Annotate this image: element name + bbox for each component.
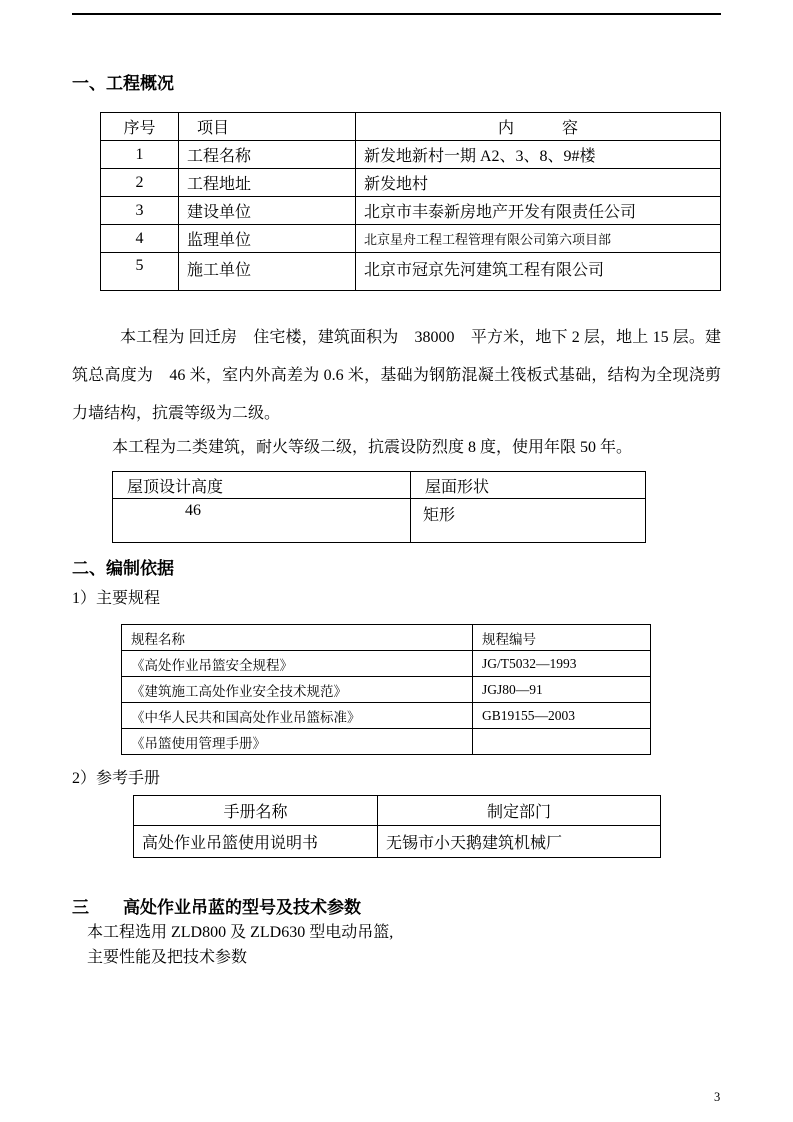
section2-heading: 二、编制依据 [72, 559, 174, 578]
table-row [101, 197, 721, 225]
col-header-manual-name: 手册名称 [134, 796, 378, 826]
table-row [113, 499, 646, 543]
cell-item: 建设单位 [179, 197, 356, 225]
cell-content: 新发地村 [356, 169, 721, 197]
cell-item: 施工单位 [179, 253, 356, 291]
cell-no: 3 [101, 197, 179, 225]
subsection1-label: 1）主要规程 [72, 590, 161, 607]
col-header-manual-dept: 制定部门 [378, 796, 661, 826]
manual-table [133, 795, 661, 858]
page-content [72, 0, 721, 970]
cell-reg-name: 《吊篮使用管理手册》 [122, 729, 473, 755]
page-number: 3 [714, 1090, 721, 1104]
cell-no: 4 [101, 225, 179, 253]
cell-reg-code: GB19155—2003 [473, 703, 651, 729]
cell-reg-name: 《建筑施工高处作业安全技术规范》 [122, 677, 473, 703]
cell-item: 工程名称 [179, 141, 356, 169]
project-info-table [100, 112, 721, 291]
cell-content: 北京市丰泰新房地产开发有限责任公司 [356, 197, 721, 225]
col-header-no: 序号 [101, 113, 179, 141]
table-header-row [134, 796, 661, 826]
table-header-row [113, 472, 646, 499]
subsection2-label: 2）参考手册 [72, 770, 161, 787]
table-row [134, 826, 661, 858]
col-header-item: 项目 [179, 113, 356, 141]
cell-content: 北京星舟工程工程管理有限公司第六项目部 [356, 225, 721, 253]
cell-roof-height: 46 [113, 499, 411, 543]
cell-reg-code: JGJ80—91 [473, 677, 651, 703]
cell-content: 北京市冠京先河建筑工程有限公司 [356, 253, 721, 291]
section3-heading [72, 896, 721, 920]
basket-params-line: 主要性能及把技术参数 [87, 949, 248, 966]
table-row [122, 651, 651, 677]
table-header-row [101, 113, 721, 141]
section3-heading-number: 三 [72, 898, 89, 917]
basket-model-line: 本工程选用 ZLD800 及 ZLD630 型电动吊篮, [87, 924, 394, 941]
project-description-paragraph: 本工程为 回迁房 住宅楼，建筑面积为 38000 平方米，地下 2 层，地上 15 层。建筑总高度为 46 米，室内外高差为 0.6 米，基础为钢筋混凝土筏板式基础，结构为全现浇剪力墙结构，抗震等级为二级。 [72, 329, 721, 422]
cell-no: 5 [101, 253, 179, 291]
cell-reg-name: 《高处作业吊篮安全规程》 [122, 651, 473, 677]
table-row [101, 225, 721, 253]
section3-heading-text: 高处作业吊蓝的型号及技术参数 [123, 898, 361, 917]
table-row [122, 729, 651, 755]
table-row [101, 169, 721, 197]
cell-content: 新发地新村一期 A2、3、8、9#楼 [356, 141, 721, 169]
col-header-roof-height: 屋顶设计高度 [113, 472, 411, 499]
cell-no: 1 [101, 141, 179, 169]
cell-manual-name: 高处作业吊篮使用说明书 [134, 826, 378, 858]
col-header-reg-code: 规程编号 [473, 625, 651, 651]
cell-reg-code: JG/T5032—1993 [473, 651, 651, 677]
section1-heading: 一、工程概况 [72, 74, 174, 93]
cell-manual-dept: 无锡市小天鹅建筑机械厂 [378, 826, 661, 858]
col-header-content: 内 容 [356, 113, 721, 141]
cell-roof-shape: 矩形 [411, 499, 646, 543]
table-row [122, 677, 651, 703]
table-header-row [122, 625, 651, 651]
col-header-reg-name: 规程名称 [122, 625, 473, 651]
cell-reg-name: 《中华人民共和国高处作业吊篮标准》 [122, 703, 473, 729]
table-row [101, 141, 721, 169]
regulation-table [121, 624, 651, 755]
roof-table [112, 471, 646, 543]
cell-item: 监理单位 [179, 225, 356, 253]
table-row [101, 253, 721, 291]
cell-item: 工程地址 [179, 169, 356, 197]
col-header-roof-shape: 屋面形状 [411, 472, 646, 499]
cell-no: 2 [101, 169, 179, 197]
table-row [122, 703, 651, 729]
building-class-paragraph: 本工程为二类建筑，耐火等级二级，抗震设防烈度 8 度，使用年限 50 年。 [112, 439, 633, 456]
cell-reg-code [473, 729, 651, 755]
